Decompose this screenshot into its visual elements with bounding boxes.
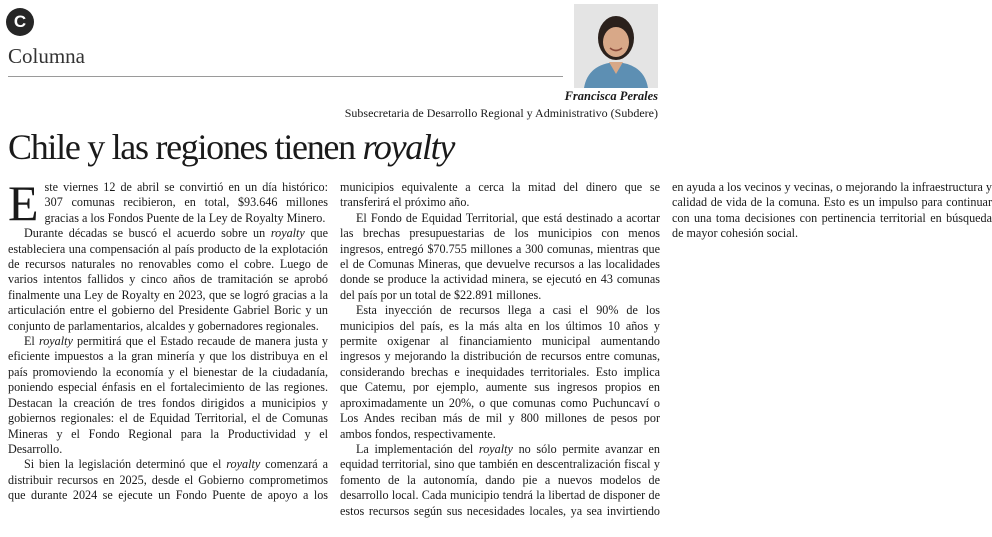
paragraph-text: no sólo permite avanzar en equidad territorial, sino que también en descentralización fiscal y fomento de la autonomía, dando pie a nuevos modelos de desarrollo local. Cada municipio tendrá la libertad de disponer de estos recursos según sus necesidades locales, ya sea invirtiendo en ayuda a los vecinos y vecinas, o mejorando la infraestructura y calidad de vida de la comuna. Esto es un impulso para continuar con una toma decisiones con pertinencia territorial en búsqueda de mayor cohesión social. bbox=[340, 180, 992, 518]
author-role: Subsecretaria de Desarrollo Regional y Administrativo (Subdere) bbox=[344, 106, 658, 120]
paragraph-text: ste viernes 12 de abril se convirtió en un día histórico: 307 comunas recibieron, en total, $93.646 millones gracias a los Fondos Puente de la Ley de Royalty Minero. bbox=[44, 180, 328, 225]
headline-emphasis: royalty bbox=[362, 127, 455, 167]
author-photo bbox=[574, 4, 658, 88]
headline-main: Chile y las regiones tienen bbox=[8, 127, 363, 167]
article-body bbox=[8, 175, 992, 534]
paragraph-emphasis: royalty bbox=[270, 226, 305, 241]
paragraph-text: El bbox=[24, 334, 39, 349]
paragraph-text: La implementación del bbox=[356, 441, 479, 456]
article-paragraph bbox=[340, 303, 660, 442]
paragraph-emphasis: royalty bbox=[226, 457, 261, 472]
author-name: Francisca Perales bbox=[564, 89, 658, 103]
drop-cap: E bbox=[8, 175, 39, 231]
article-headline bbox=[8, 127, 454, 167]
paragraph-text: que estableciera una compensación al país producto de la explotación de recursos naturales no renovables como el cobre. Luego de varios intentos fallidos y cinco años de tramitación se aprobó finalmente una Ley de Royalty en 2023, que se logró gracias a la articulación entre el gobierno del Presidente Gabriel Boric y un conjunto de parlamentarios, alcaldes y gobernadores regionales. bbox=[8, 226, 329, 333]
paragraph-emphasis: royalty bbox=[478, 441, 513, 456]
author-portrait-icon bbox=[574, 4, 658, 88]
paragraph-text: El Fondo de Equidad Territorial, que está destinado a acortar las brechas presupuestarias de los municipios con menos ingresos, entregó $70.755 millones a 300 comunas, mientras que el de Comunas Mineras, que devuelve recursos a las localidades donde se produce la actividad minera, se ejecutó en 43 comunas del país por un total de $22.891 millones. bbox=[340, 210, 660, 302]
article-paragraph bbox=[8, 175, 328, 231]
article-paragraph bbox=[340, 211, 660, 303]
paragraph-text: permitirá que el Estado recaude de manera justa y eficiente impuestos a la gran minería y que los distribuya en el país promoviendo la economía y el bienestar de la ciudadanía, poniendo especial énfasis en el fortalecimiento de las regiones. Destacan la creación de tres fondos dirigidos a municipios y gobiernos regionales: el de Equidad Territorial, el de Comunas Mineras y el Fondo Regional para la Productividad y el Desarrollo. bbox=[8, 334, 328, 456]
section-label: Columna bbox=[8, 44, 85, 68]
column-badge: C bbox=[6, 8, 34, 36]
header-divider bbox=[8, 76, 563, 77]
article-paragraph bbox=[8, 334, 328, 457]
paragraph-emphasis: royalty bbox=[38, 334, 73, 349]
paragraph-text: Durante décadas se buscó el acuerdo sobre un bbox=[24, 226, 271, 241]
article-paragraph bbox=[8, 226, 328, 334]
paragraph-text: Si bien la legislación determinó que el bbox=[24, 457, 227, 472]
paragraph-text: comenzará a distribuir recursos en 2025, desde el Gobierno comprometimos que durante 2024 se ejecute un Fondo Puente de apoyo a los municipios equivalente a cerca la mitad del dinero que se transferirá el próximo año. bbox=[8, 180, 660, 503]
paragraph-text: Esta inyección de recursos llega a casi el 90% de los municipios del país, es la más alta en los últimos 10 años y permite oxigenar al financiamiento municipal aumentando ingresos y mejorando la distribución de recursos entre comunas, considerando brechas e inequidades territoriales. Esto implica que Catemu, por ejemplo, aumente sus ingresos propios en aproximadamente un 20%, o que comunas como Puchuncaví o Los Andes reciban más de mil y 800 millones de pesos por ambos fondos, respectivamente. bbox=[340, 303, 660, 441]
